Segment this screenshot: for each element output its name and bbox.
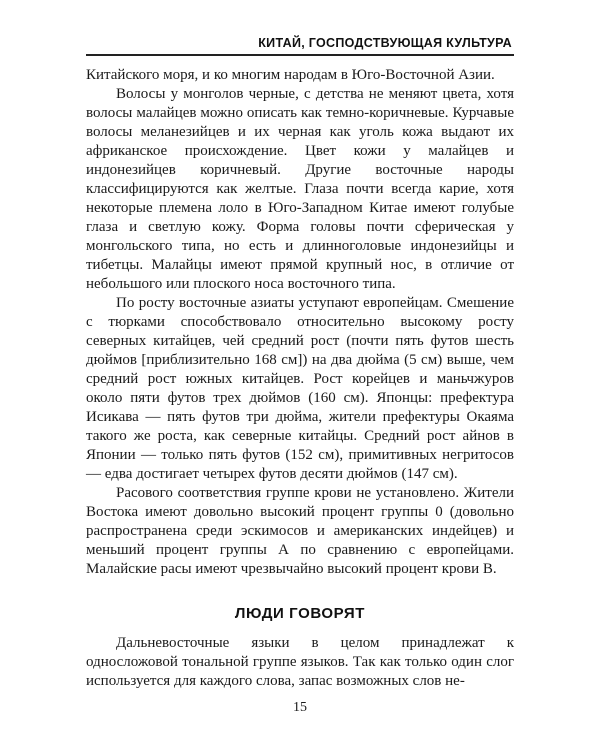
page-number: 15	[293, 700, 307, 715]
paragraph-continuation: Китайского моря, и ко многим народам в Юго-Восточной Азии.	[86, 67, 495, 83]
header-rule	[86, 54, 514, 56]
paragraph-hair-eyes: Волосы у монголов черные, с детства не меняют цвета, хотя волосы малайцев можно описать как темно-коричневые. Курчавые волосы меланезийцев и их черная как уголь кожа выдают их африканское происхождение. Цвет кожи у малайцев и индонезийцев коричневый. Другие восточные народы классифицируются как желтые. Глаза почти всегда карие, хотя некоторые племена лоло в Юго-Западном Китае имеют голубые глаза и светлую кожу. Форма головы почти сферическая у монгольского типа, но есть и длинноголовые индонезийцы и тибетцы. Малайцы имеют прямой крупный нос, в отличие от небольшого или плоского носа восточного типа.	[86, 86, 514, 292]
section-heading: ЛЮДИ ГОВОРЯТ	[234, 605, 366, 622]
section-text	[86, 634, 514, 691]
running-head: КИТАЙ, ГОСПОДСТВУЮЩАЯ КУЛЬТУРА	[258, 36, 512, 50]
paragraph-blood-groups: Расового соответствия группе крови не установлено. Жители Востока имеют довольно высокий процент группы 0 (довольно распространена среди эскимосов и американских индейцев) и меньший процент группы А по сравнению с европейцами. Малайские расы имеют чрезвычайно высокий процент крови В.	[86, 485, 514, 577]
paragraph-languages: Дальневосточные языки в целом принадлежат к односложовой тональной группе языков. Так как только один слог используется для каждого слова, запас возможных слов не-	[86, 635, 514, 689]
paragraph-height: По росту восточные азиаты уступают европейцам. Смешение с тюрками способствовало относительно высокому росту северных китайцев, чей средний рост (почти пять футов шесть дюймов [приблизительно 168 см]) на два дюйма (5 см) выше, чем средний рост южных китайцев. Рост корейцев и маньчжуров около пяти футов трех дюймов (160 см). Японцы: префектура Исикава — пять футов три дюйма, жители префектуры Окаяма такого же роста, как северные китайцы. Средний рост айнов в Японии — только пять футов (152 см), примитивных негритосов — едва достигает четырех футов десяти дюймов (147 см).	[86, 295, 514, 482]
main-text	[86, 66, 514, 579]
